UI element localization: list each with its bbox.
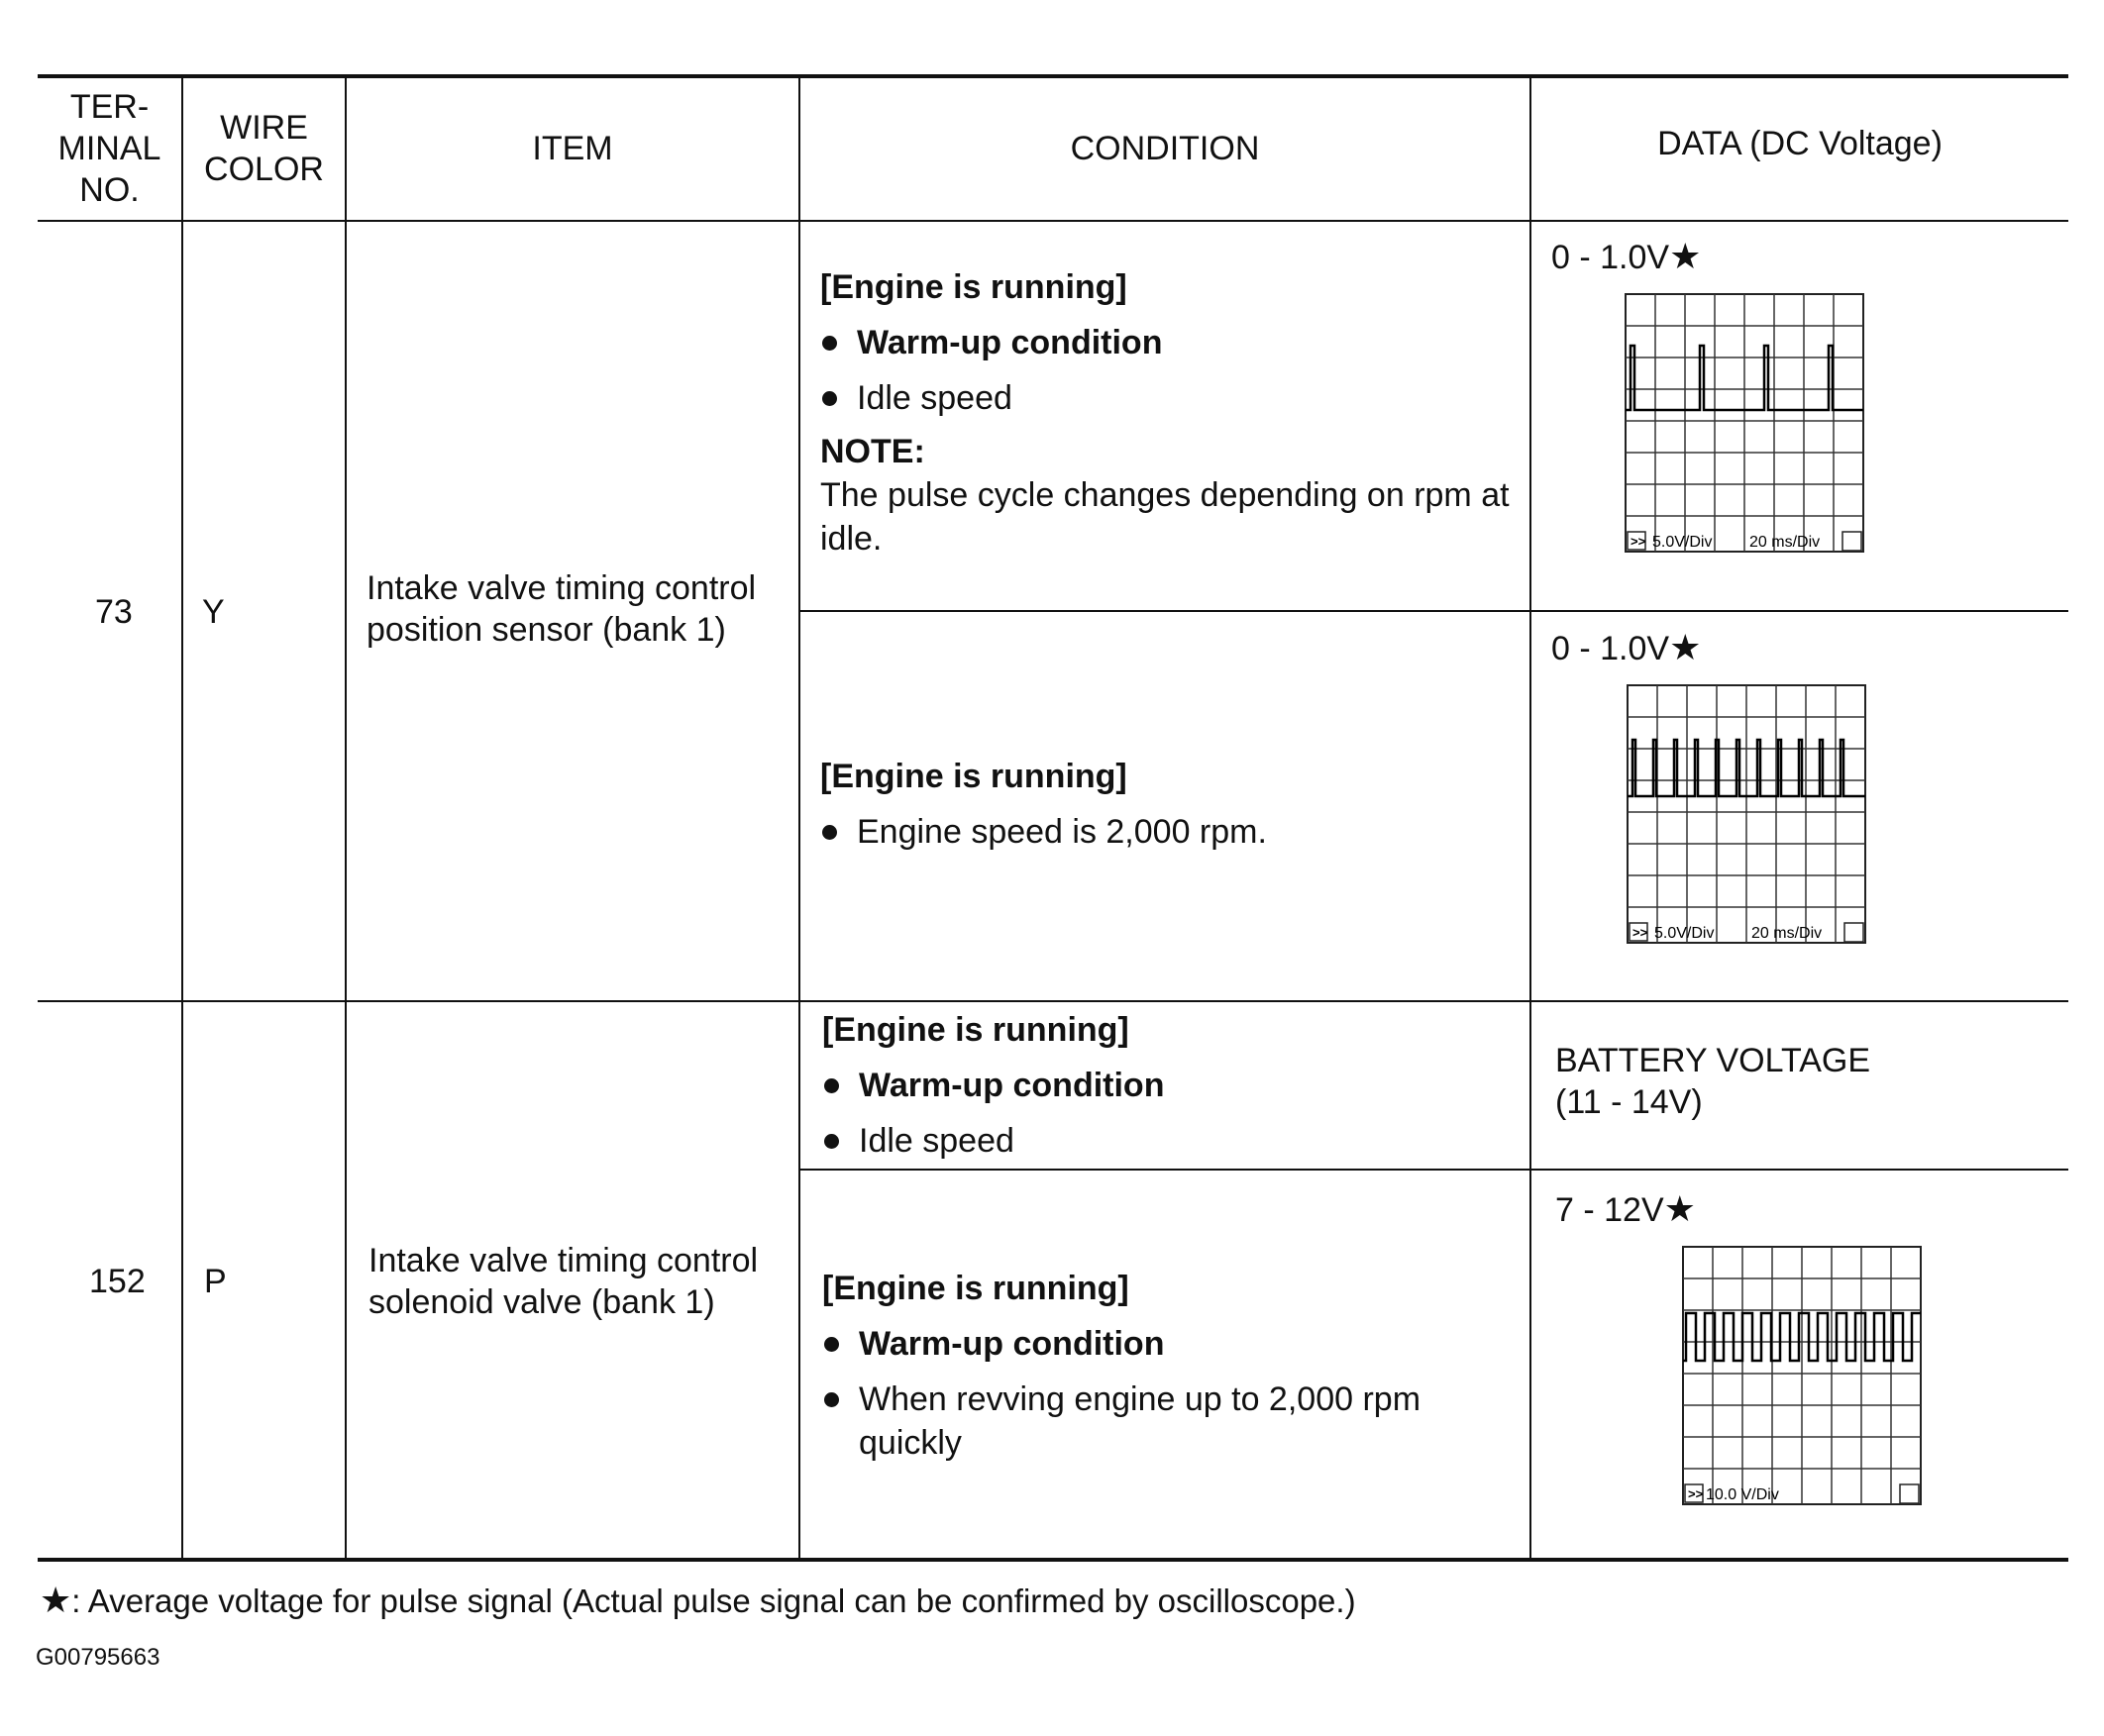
condition-title: [Engine is running] <box>820 268 1127 306</box>
header-wire-color <box>183 84 345 213</box>
row-73-divider <box>798 610 2068 612</box>
scope-time-label: 20 ms/Div <box>1751 925 1823 942</box>
col-divider-3 <box>798 76 800 1560</box>
scope-grid <box>1626 294 1863 552</box>
condition-title: [Engine is running] <box>822 1011 1129 1049</box>
row-152-condition-1 <box>822 1008 1516 1163</box>
row-73-condition-2 <box>820 755 1514 854</box>
row-73-item-line-2: position sensor (bank 1) <box>367 611 726 649</box>
bullet-dot <box>824 1337 839 1352</box>
row-152-item-line-1: Intake valve timing control <box>368 1242 759 1279</box>
bullet-dot <box>824 1078 839 1093</box>
col-divider-4 <box>1529 76 1531 1560</box>
row-152-wire-color: P <box>204 1263 227 1300</box>
header-terminal-line-3: NO. <box>79 171 140 209</box>
condition-title: [Engine is running] <box>820 758 1127 795</box>
col-divider-1 <box>181 76 183 1560</box>
row-73-terminal: 73 <box>95 593 133 631</box>
scope-grid <box>1683 1247 1921 1504</box>
condition-bullet: Engine speed is 2,000 rpm. <box>857 813 1267 851</box>
row-73-wire-color: Y <box>202 593 225 631</box>
row-73-item-line-1: Intake valve timing control <box>367 569 757 607</box>
footnote-text: : Average voltage for pulse signal (Actual pulse signal can be confirmed by oscilloscope.) <box>71 1583 1356 1619</box>
col-divider-2 <box>345 76 347 1560</box>
header-wire-line-1: WIRE <box>220 109 308 147</box>
svg-text:>>: >> <box>1688 1486 1704 1501</box>
oscilloscope-trace-3 <box>1680 1244 1924 1507</box>
condition-bullet: Warm-up condition <box>859 1325 1165 1363</box>
condition-bullet: Idle speed <box>859 1122 1014 1160</box>
note-label: NOTE: <box>820 433 925 470</box>
oscilloscope-trace-2 <box>1625 682 1868 946</box>
svg-text:>>: >> <box>1632 925 1648 940</box>
bullet-dot <box>822 336 837 351</box>
scope-volts-label: 5.0V/Div <box>1654 925 1715 942</box>
data-value: 0 - 1.0V <box>1551 239 1670 276</box>
star-icon: ★ <box>1669 236 1702 276</box>
scope-volts-label: 10.0 V/Div <box>1706 1486 1779 1503</box>
data-value-line-1: BATTERY VOLTAGE <box>1555 1042 1871 1079</box>
header-bottom-rule <box>38 220 2068 222</box>
data-value: 7 - 12V <box>1555 1191 1664 1229</box>
table-top-rule <box>38 74 2068 78</box>
condition-title: [Engine is running] <box>822 1270 1129 1307</box>
row-152-data-1 <box>1555 1040 1870 1123</box>
header-terminal <box>38 84 181 213</box>
row-152-item <box>368 1240 758 1323</box>
star-icon: ★ <box>1669 627 1702 667</box>
row-152-data-2 <box>1555 1188 1696 1231</box>
row-152-condition-2 <box>822 1267 1496 1465</box>
header-item: ITEM <box>532 130 613 167</box>
document-id: G00795663 <box>36 1644 160 1671</box>
bullet-dot <box>824 1134 839 1149</box>
header-data: DATA (DC Voltage) <box>1657 125 1943 162</box>
svg-text:>>: >> <box>1631 534 1646 549</box>
header-terminal-line-2: MINAL <box>57 130 161 167</box>
condition-bullet: When revving engine up to 2,000 rpm quickly <box>859 1380 1421 1462</box>
data-value-line-2: (11 - 14V) <box>1555 1083 1703 1121</box>
scope-grid <box>1628 685 1865 943</box>
row-73-item <box>367 567 756 651</box>
header-condition: CONDITION <box>1070 130 1260 167</box>
row-73-condition-1 <box>820 265 1514 561</box>
row-152-terminal: 152 <box>89 1263 146 1300</box>
scope-time-label: 20 ms/Div <box>1749 534 1821 551</box>
bullet-dot <box>822 391 837 406</box>
condition-bullet: Idle speed <box>857 379 1012 417</box>
data-value: 0 - 1.0V <box>1551 630 1670 667</box>
header-wire-line-2: COLOR <box>204 151 324 188</box>
row-152-divider <box>798 1169 2068 1171</box>
footnote <box>40 1580 1356 1621</box>
row-152-item-line-2: solenoid valve (bank 1) <box>368 1283 715 1321</box>
table-bottom-rule <box>38 1558 2068 1562</box>
header-terminal-line-1: TER- <box>69 88 150 126</box>
condition-bullet: Warm-up condition <box>859 1067 1165 1104</box>
note-text: The pulse cycle changes depending on rpm at idle. <box>820 476 1510 558</box>
oscilloscope-trace-1 <box>1623 291 1866 555</box>
row-73-data-2 <box>1551 627 1701 669</box>
row-73-data-1 <box>1551 236 1701 278</box>
condition-bullet: Warm-up condition <box>857 324 1163 361</box>
star-icon: ★ <box>1663 1188 1696 1229</box>
bullet-dot <box>824 1392 839 1407</box>
bullet-dot <box>822 825 837 840</box>
row-separator <box>38 1000 2068 1002</box>
star-icon: ★ <box>40 1580 72 1620</box>
scope-volts-label: 5.0V/Div <box>1652 534 1713 551</box>
